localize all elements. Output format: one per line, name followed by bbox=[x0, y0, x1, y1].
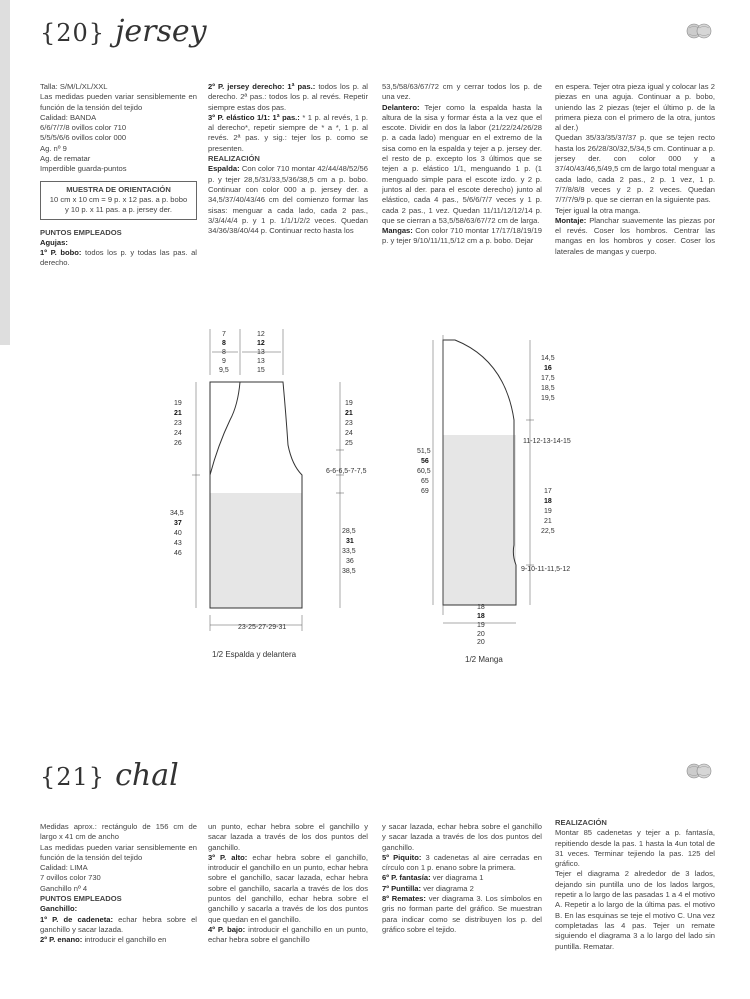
measurements-note: Las medidas pueden variar sensiblemente en función de la tensión del tejido bbox=[40, 92, 197, 112]
schematic-back-front bbox=[160, 325, 390, 645]
stitch-6-text: ver diagrama 1 bbox=[432, 873, 484, 883]
dim-label: 20 bbox=[477, 631, 485, 638]
dim-label: 19,5 bbox=[541, 395, 555, 402]
realizacion-text: Montar 85 cadenetas y tejer a p. fantasía, repitiendo desde la pas. 1 hasta la 4un total de 31 veces. Terminar tejiendo la pas. 125 del gráfico. bbox=[555, 828, 715, 869]
finishing-needle: Ag. de rematar bbox=[40, 154, 91, 164]
dim-label: 19 bbox=[477, 622, 485, 629]
diagram-2-caption: 1/2 Manga bbox=[465, 655, 503, 664]
dim-label: 17 bbox=[544, 488, 552, 495]
yarn-ball-icon bbox=[686, 762, 712, 780]
back-continued: 53,5/58/63/67/72 cm y cerrar todos los p. de una vez. bbox=[382, 82, 542, 102]
section-20-title bbox=[40, 14, 207, 49]
dim-label: 9 bbox=[222, 358, 226, 365]
realizacion-heading: REALIZACIÓN bbox=[208, 154, 260, 164]
dim-label: 38,5 bbox=[342, 568, 356, 575]
realizacion-text-2: Tejer el diagrama 2 alrededor de 3 lados, dejando sin puntilla uno de los lados largos, repetir a lo largo de las pasadas 1 a 4 el motivo A. Repetir a lo largo de la última pas. el motivo B. En las esquinas se teje el motivo C. Una vez completadas las 4 pas. Tejer un remate siguiendo el diagrama 3 a lo largo del lado sin puntilla. Rematar. bbox=[555, 869, 715, 951]
dim-label: 14,5 bbox=[541, 355, 555, 362]
stitch-8-text: ver diagrama 3. Los símbolos en gris no forman parte del gráfico. Se muestran para indicar como se distribuyen los p. del gráfico sobre el tejido. bbox=[382, 894, 542, 934]
dim-label: 18 bbox=[544, 498, 552, 505]
stitch-2-label: 2º P. jersey derecho: 1ª pas.: bbox=[208, 82, 316, 91]
dim-label: 21 bbox=[544, 518, 552, 525]
sleeves-continued: en espera. Tejer otra pieza igual y colocar las 2 piezas en una aguja. Continuar a p. bobo, uniendo las 2 piezas (tejer el último p. de la primera pieza con el primero de la otra, juntos al der.) bbox=[555, 82, 715, 133]
yarn-ball-icon bbox=[686, 22, 712, 40]
section-21-col-1 bbox=[40, 822, 197, 946]
gauge-text: 10 cm x 10 cm = 9 p. x 12 pas. a p. bobo y 10 p. x 11 pas. a p. jersey der. bbox=[49, 194, 188, 215]
schematic-sleeve bbox=[415, 325, 615, 645]
stitch-5-text: 3 cadenetas al aire cerradas en círculo con 1 p. enano sobre la primera. bbox=[382, 852, 542, 873]
yarn-000: 5/5/5/6/6 ovillos color 000 bbox=[40, 133, 127, 143]
dim-label: 12 bbox=[257, 331, 265, 338]
stitch-3-text: echar hebra sobre el ganchillo, introducir el ganchillo en un punto, echar hebra sobre el ganchillo, sacar lazada, echar hebra sobre el ganchillo, sacarla a través de los dos puntos del ganchillo, echar hebra sobre el ganchillo y sacarla a través de los dos puntos que quedan en el ganchillo. bbox=[208, 852, 368, 924]
section-21-col-2 bbox=[208, 822, 368, 946]
dim-label: 60,5 bbox=[417, 468, 431, 475]
page-edge-tab bbox=[0, 0, 10, 345]
stitch-1-text: echar hebra sobre el ganchillo y sacar lazada. bbox=[40, 914, 197, 934]
dim-label: 17,5 bbox=[541, 375, 555, 382]
hook-size: Ganchillo nº 4 bbox=[40, 883, 88, 893]
stitches-heading: PUNTOS EMPLEADOS bbox=[40, 894, 122, 904]
section-20-col-2 bbox=[208, 82, 368, 236]
dim-label: 23 bbox=[174, 420, 182, 427]
back-label: Espalda: bbox=[208, 164, 240, 174]
section-20-col-3 bbox=[382, 82, 542, 247]
stitch-2-continued: un punto, echar hebra sobre el ganchillo y sacar lazada a través de los dos puntos del ganchillo. bbox=[208, 822, 368, 852]
stitch-1-text: todos los p. y todas las pas. al derecho. bbox=[40, 248, 197, 268]
measurements-label: Medidas aprox.: rectángulo de bbox=[40, 822, 151, 831]
assembly-text: Planchar suavemente las piezas por el revés. Coser los hombros. Centrar las mangas en los hombros y coser. Coser los laterales de mangas y cuerpo. bbox=[555, 215, 715, 256]
back-text: Con color 710 montar 42/44/48/52/56 p. y tejer 28,5/31/33,5/36/38,5 cm a p. bobo. Continuar con color 000 a p. jersey der. a 34,5/37/40/43/46 cm del comienzo formar las sisas: menguar a cada lado, cada 2 pas., 3/3/4/4/4 p. y 1 p. 1/1/1/2/2 veces. Quedan 34/36/38/40/44 p. Continuar recto hasta los bbox=[208, 164, 368, 236]
dim-label: 24 bbox=[345, 430, 353, 437]
realizacion-heading: REALIZACIÓN bbox=[555, 818, 607, 827]
dim-label: 23 bbox=[345, 420, 353, 427]
dim-label: 19 bbox=[345, 400, 353, 407]
dim-label: 33,5 bbox=[342, 548, 356, 555]
dim-label: 69 bbox=[421, 488, 429, 495]
gauge-title: MUESTRA DE ORIENTACIÓN bbox=[66, 184, 171, 194]
dim-label: 31 bbox=[346, 538, 354, 545]
dim-label: 19 bbox=[174, 400, 182, 407]
dim-label: 15 bbox=[257, 367, 265, 374]
dim-label: 16 bbox=[544, 365, 552, 372]
dim-label: 24 bbox=[174, 430, 182, 437]
dim-label: 18 bbox=[477, 613, 485, 620]
stitch-6-label: 6º P. fantasía: bbox=[382, 873, 431, 883]
stitch-8-label: 8º Remates: bbox=[382, 894, 426, 904]
stitch-4-continued: y sacar lazada, echar hebra sobre el ganchillo y sacar lazada a través de los dos puntos del ganchillo. bbox=[382, 822, 542, 852]
dim-label: 26 bbox=[174, 440, 182, 447]
yarn-count: 7 ovillos color 730 bbox=[40, 873, 101, 883]
dim-label: 65 bbox=[421, 478, 429, 485]
dim-label: 11-12-13-14-15 bbox=[523, 438, 571, 445]
stitch-3-text: * 1 p. al revés, 1 p. al derecho*, repetir siempre de * a *, 1 p. al revés. 2ª pas. y sig.: tejer los p. como se presenten. bbox=[208, 112, 368, 153]
dim-label: 51,5 bbox=[417, 448, 431, 455]
dim-label: 18,5 bbox=[541, 385, 555, 392]
sleeves-text: Con color 710 montar 17/17/18/19/19 p. y tejer 9/10/11/11,5/12 cm a p. bobo. Dejar bbox=[382, 226, 542, 246]
stitch-4-label: 4º P. bajo: bbox=[208, 924, 246, 934]
size-line: Talla: S/M/L/XL/XXL bbox=[40, 82, 108, 91]
dim-label: 8 bbox=[222, 340, 226, 347]
measurements-text: 156 cm de largo x 41 cm de ancho bbox=[40, 822, 197, 842]
dim-label: 56 bbox=[421, 458, 429, 465]
stitch-7-text: ver diagrama 2 bbox=[423, 883, 474, 893]
section-21-title bbox=[40, 758, 179, 793]
assembly-label: Montaje: bbox=[555, 215, 587, 225]
gauge-box bbox=[40, 181, 197, 220]
dim-label: 37 bbox=[174, 520, 182, 527]
dim-label: 8 bbox=[222, 349, 226, 356]
stitches-heading: PUNTOS EMPLEADOS bbox=[40, 227, 122, 237]
dim-label: 23-25-27-29-31 bbox=[238, 624, 287, 631]
dim-label: 13 bbox=[257, 349, 265, 356]
dim-label: 40 bbox=[174, 530, 182, 537]
yarn-710: 6/6/7/7/8 ovillos color 710 bbox=[40, 123, 127, 133]
dim-label: 9-10-11-11,5-12 bbox=[521, 566, 571, 573]
dim-label: 6-6-6,5-7-7,5 bbox=[326, 468, 367, 475]
stitch-holder: Imperdible guarda-puntos bbox=[40, 164, 127, 174]
stitch-2-label: 2º P. enano: bbox=[40, 935, 83, 945]
other-sleeve: Tejer igual la otra manga. bbox=[555, 205, 641, 215]
dim-label: 13 bbox=[257, 358, 265, 365]
stitch-1-label: 1º P. bobo: bbox=[40, 248, 82, 258]
dim-label: 12 bbox=[257, 340, 265, 347]
remaining-stitches: Quedan 35/33/35/37/37 p. que se tejen recto hasta los 26/28/30/32,5/34,5 cm. Continuar a p. jersey der. con color 000 y a 37/40/43/46,5/49,5 cm de largo total menguar a cada lado, cada 2 pas., 2 p. 1 vez, 1 p. 7/7/8/8/8 veces y 2 p. 2 veces. Quedan 7/7/7/9/9 p. que se cierran en la siguiente pas. bbox=[555, 133, 715, 205]
dim-label: 18 bbox=[477, 604, 485, 611]
dim-label: 34,5 bbox=[170, 510, 184, 517]
section-number: {20} bbox=[40, 19, 106, 47]
needles: Ag. nº 9 bbox=[40, 143, 67, 153]
section-21-col-4 bbox=[555, 818, 715, 952]
section-name: jersey bbox=[115, 14, 207, 49]
dim-label: 21 bbox=[345, 410, 353, 417]
dim-label: 7 bbox=[222, 331, 226, 338]
dim-label: 20 bbox=[477, 639, 485, 645]
yarn-quality: Calidad: LIMA bbox=[40, 863, 88, 873]
sleeves-label: Mangas: bbox=[382, 226, 413, 236]
yarn-quality: Calidad: BANDA bbox=[40, 112, 97, 122]
dim-label: 46 bbox=[174, 550, 182, 557]
section-21-col-3 bbox=[382, 822, 542, 935]
dim-label: 36 bbox=[346, 558, 354, 565]
measurements-note: Las medidas pueden variar sensiblemente en función de la tensión del tejido bbox=[40, 842, 197, 862]
section-20-col-4 bbox=[555, 82, 715, 257]
diagram-1-caption: 1/2 Espalda y delantera bbox=[212, 650, 297, 659]
stitch-2-text: introducir el ganchillo en bbox=[84, 935, 167, 945]
front-label: Delantero: bbox=[382, 102, 420, 112]
neck-line bbox=[210, 382, 240, 475]
stitch-4-text: introducir el ganchillo en un punto, echar hebra sobre el ganchillo bbox=[208, 924, 368, 945]
section-number: {21} bbox=[40, 763, 106, 791]
stitch-3-label: 3º P. alto: bbox=[208, 852, 248, 862]
dim-label: 21 bbox=[174, 410, 182, 417]
stitch-7-label: 7º Puntilla: bbox=[382, 883, 422, 893]
needles-heading: Agujas: bbox=[40, 237, 68, 247]
dim-label: 9,5 bbox=[219, 367, 229, 374]
dim-label: 43 bbox=[174, 540, 182, 547]
sleeve-color-area bbox=[443, 435, 516, 605]
stitch-1-label: 1º P. de cadeneta: bbox=[40, 914, 113, 924]
dim-label: 28,5 bbox=[342, 528, 356, 535]
dim-label: 25 bbox=[345, 440, 353, 447]
stitch-5-label: 5º Piquito: bbox=[382, 852, 422, 862]
section-name: chal bbox=[115, 758, 179, 793]
dim-label: 19 bbox=[544, 508, 552, 515]
stitch-2-text: todos los p. al derecho. 2ª pas.: todos los p. al revés. Repetir siempre estas dos pas. bbox=[208, 82, 368, 112]
stitch-3-label: 3º P. elástico 1/1: 1ª pas.: bbox=[208, 112, 300, 122]
dim-label: 22,5 bbox=[541, 528, 555, 535]
section-20-col-1 bbox=[40, 82, 197, 269]
color-000-area bbox=[210, 493, 302, 608]
front-text: Tejer como la espalda hasta la altura de la sisa y formar ésta a la vez que el escote. Dividir en dos la labor (21/22/24/26/28 p. a cada lado) menguar en el extremo de la sisa como en la espalda y tejer a p. jersey der. el resto de p. excepto los 3 últimos que se tejen a p. elástico 1/1, menguando 1 p. (1 menguado simple para el escote izdo. y 2 p. juntos al der. para el escote derecho) junto al elástico, cada 4 pas., 5/6/6/7/7 veces y 1 p. cada 2 pas., 1 vez. Quedan 11/11/12/12/14 p. que se cierran a 53,5/58/63/67/72 cm de larga. bbox=[382, 102, 542, 225]
hook-heading: Ganchillo: bbox=[40, 904, 78, 914]
